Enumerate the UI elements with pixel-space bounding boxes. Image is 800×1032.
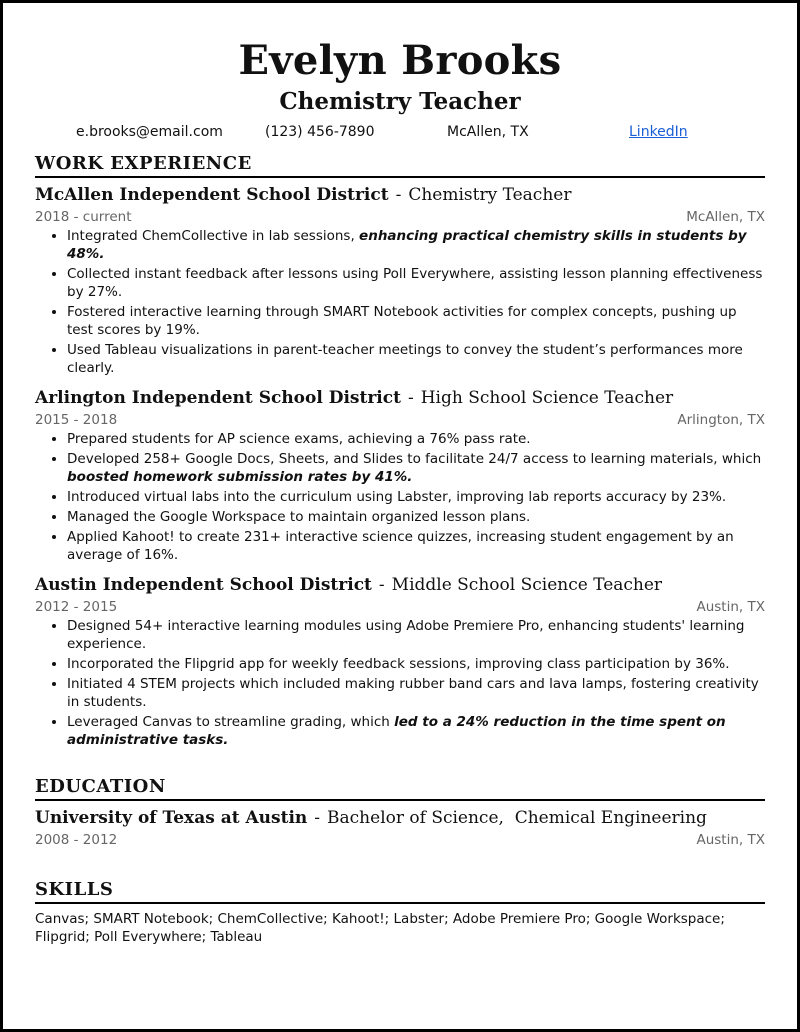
- work-entry: [35, 574, 765, 749]
- entry-heading: [35, 184, 765, 206]
- education-school: University of Texas at Austin: [35, 808, 308, 828]
- entry-meta: [35, 598, 765, 616]
- work-experience-section: [35, 153, 765, 749]
- entry-separator: -: [378, 575, 385, 595]
- list-item: [67, 713, 765, 749]
- list-item: [67, 508, 765, 526]
- list-item: [67, 488, 765, 506]
- entry-role: Middle School Science Teacher: [391, 575, 663, 595]
- section-title-work: WORK EXPERIENCE: [35, 153, 765, 178]
- skills-section: [35, 879, 765, 946]
- entry-separator: -: [395, 185, 402, 205]
- education-meta: [35, 831, 765, 849]
- bullet-text: Managed the Google Workspace to maintain organized lesson plans.: [67, 509, 531, 525]
- list-item: [67, 528, 765, 564]
- bullet-text: Initiated 4 STEM projects which included making rubber band cars and lava lamps, fostering creativity in students.: [67, 676, 759, 710]
- entry-location: Austin, TX: [696, 599, 765, 615]
- contact-row: [35, 122, 765, 146]
- entry-separator: -: [407, 388, 414, 408]
- list-item: [67, 265, 765, 301]
- bullet-text: Fostered interactive learning through SMART Notebook activities for complex concepts, pushing up test scores by 19%.: [67, 304, 737, 338]
- bullet-text: Developed 258+ Google Docs, Sheets, and Slides to facilitate 24/7 access to learning materials, which: [67, 451, 762, 467]
- entry-bullets: [35, 617, 765, 749]
- education-heading: [35, 807, 765, 829]
- entry-bullets: [35, 430, 765, 564]
- contact-location: McAllen, TX: [447, 124, 529, 140]
- education-degree: Bachelor of Science, Chemical Engineering: [327, 808, 707, 828]
- list-item: [67, 617, 765, 653]
- contact-email: e.brooks@email.com: [76, 124, 223, 140]
- list-item: [67, 341, 765, 377]
- skills-list: Canvas; SMART Notebook; ChemCollective; Kahoot!; Labster; Adobe Premiere Pro; Google Workspace; Flipgrid; Poll Everywhere; Tableau: [35, 911, 725, 945]
- bullet-text: Leveraged Canvas to streamline grading, which: [67, 714, 395, 730]
- candidate-name: Evelyn Brooks: [238, 37, 562, 84]
- list-item: [67, 675, 765, 711]
- section-title-skills: SKILLS: [35, 879, 765, 904]
- education-location: Austin, TX: [696, 832, 765, 848]
- list-item: [67, 303, 765, 339]
- bullet-text: Integrated ChemCollective in lab sessions,: [67, 228, 360, 244]
- section-title-education: EDUCATION: [35, 776, 765, 801]
- list-item: [67, 655, 765, 673]
- entry-location: McAllen, TX: [686, 209, 765, 225]
- work-entry: [35, 184, 765, 377]
- bullet-text: Introduced virtual labs into the curriculum using Labster, improving lab reports accuracy by 23%.: [67, 489, 727, 505]
- entry-meta: [35, 208, 765, 226]
- education-dates: 2008 - 2012: [35, 832, 118, 848]
- bullet-text: Incorporated the Flipgrid app for weekly feedback sessions, improving class participation by 36%.: [67, 656, 730, 672]
- entry-dates: 2012 - 2015: [35, 599, 118, 615]
- bullet-text: Prepared students for AP science exams, achieving a 76% pass rate.: [67, 431, 531, 447]
- bullet-text: Used Tableau visualizations in parent-teacher meetings to convey the student’s performances more clearly.: [67, 342, 743, 376]
- entry-role: High School Science Teacher: [420, 388, 674, 408]
- bullet-highlight: led to a 24% reduction in the time spent on administrative tasks.: [67, 714, 726, 748]
- list-item: [67, 430, 765, 448]
- entry-dates: 2015 - 2018: [35, 412, 118, 428]
- entry-separator: -: [314, 808, 321, 828]
- entry-organization: Austin Independent School District: [35, 575, 372, 595]
- entry-organization: Arlington Independent School District: [35, 388, 401, 408]
- entry-heading: [35, 574, 765, 596]
- linkedin-link[interactable]: LinkedIn: [629, 124, 688, 140]
- entry-organization: McAllen Independent School District: [35, 185, 389, 205]
- bullet-highlight: enhancing practical chemistry skills in students by 48%.: [67, 228, 747, 262]
- bullet-highlight: boosted homework submission rates by 41%.: [67, 469, 413, 485]
- list-item: [67, 227, 765, 263]
- entry-location: Arlington, TX: [677, 412, 765, 428]
- list-item: [67, 450, 765, 486]
- entry-meta: [35, 411, 765, 429]
- contact-phone: (123) 456-7890: [265, 124, 375, 140]
- entry-role: Chemistry Teacher: [408, 185, 572, 205]
- entry-dates: 2018 - current: [35, 209, 132, 225]
- work-entry: [35, 387, 765, 564]
- bullet-text: Applied Kahoot! to create 231+ interactive science quizzes, increasing student engagement by an average of 16%.: [67, 529, 734, 563]
- entry-bullets: [35, 227, 765, 377]
- bullet-text: Collected instant feedback after lessons using Poll Everywhere, assisting lesson planning effectiveness by 27%.: [67, 266, 763, 300]
- entry-heading: [35, 387, 765, 409]
- education-section: [35, 776, 765, 849]
- candidate-title: Chemistry Teacher: [279, 88, 521, 115]
- bullet-text: Designed 54+ interactive learning modules using Adobe Premiere Pro, enhancing students' learning experience.: [67, 618, 745, 652]
